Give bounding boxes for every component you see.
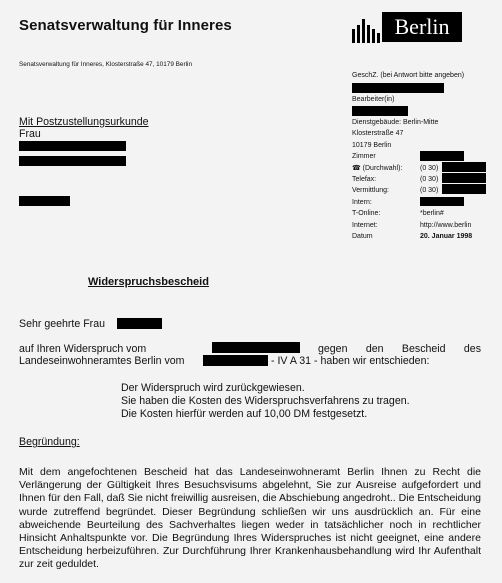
- redacted-recipient-address: [19, 156, 126, 166]
- reasons-paragraph: [19, 466, 481, 572]
- office-building: Dienstgebäude: Berlin-Mitte: [352, 119, 439, 126]
- bear-bars-icon: [352, 19, 380, 43]
- redacted-room: [420, 151, 464, 161]
- redacted-switchboard: [442, 184, 486, 194]
- redacted-fax: [442, 173, 486, 183]
- internet-value: http://www.berlin: [420, 222, 472, 229]
- tonline-value: *berlin#: [420, 210, 444, 217]
- sender-address-line: Senatsverwaltung für Inneres, Klosterstraße 47, 10179 Berlin: [19, 61, 192, 68]
- decision-line-2: Sie haben die Kosten des Widerspruchsverfahrens zu tragen.: [121, 395, 410, 407]
- reasons-heading: Begründung:: [19, 436, 80, 448]
- intro-line-1-start: auf Ihren Widerspruch vom: [19, 343, 147, 355]
- reasons-text: Mit dem angefochtenen Bescheid hat das Landeseinwohneramt Berlin Ihnen zu Recht die Verlängerung der Gültigkeit Ihres Besuchsvisums abgelehnt, Sie zur Ausreise aufgefordert und Ihnen für den Fall, daß Sie nicht freiwillig ausreisen, die Abschiebung angedroht.. Die Entscheidung wurde zutreffend begründet. Dieser Begründung schließen wir uns ausdrücklich an. Für eine abweichende Beurteilung des Sachverhaltes liegen weder in tatsächlicher noch in rechtlicher Hinsicht Anhaltspunkte vor. Die Begründung Ihres Widerspruches ist nicht geeignet, eine andere Entscheidung herbeizuführen. Zur Durchführung Ihrer Krankenhausbehandlung wird Ihr Aufenthalt zur zeit geduldet.: [19, 466, 481, 571]
- redacted-recipient-city: [19, 196, 70, 206]
- room-label: Zimmer: [352, 153, 376, 160]
- redacted-objection-date: [212, 342, 300, 353]
- internet-label: Internet:: [352, 222, 378, 229]
- intro-line-2-end: - IV A 31 - haben wir entschieden:: [271, 355, 430, 367]
- direct-dial-label: ☎ (Durchwahl):: [352, 165, 403, 172]
- date-value: 20. Januar 1998: [420, 233, 473, 240]
- internal-label: Intern:: [352, 199, 372, 206]
- tonline-label: T-Online:: [352, 210, 381, 217]
- redacted-direct-dial: [442, 162, 486, 172]
- office-city: 10179 Berlin: [352, 142, 392, 149]
- recipient-salutation: Frau: [19, 128, 41, 140]
- fax-prefix: (0 30): [420, 176, 439, 183]
- agency-title: Senatsverwaltung für Inneres: [19, 17, 232, 34]
- date-label: Datum: [352, 233, 373, 240]
- redacted-greeting-name: [117, 318, 162, 329]
- switchboard-prefix: (0 30): [420, 187, 439, 194]
- clerk-label: Bearbeiter(in): [352, 96, 395, 103]
- berlin-logo: [352, 10, 464, 44]
- redacted-reference: [352, 83, 444, 93]
- switchboard-label: Vermittlung:: [352, 187, 389, 194]
- redacted-notice-date: [203, 355, 268, 366]
- redacted-internal: [420, 197, 464, 206]
- delivery-method: Mit Postzustellungsurkunde: [19, 116, 149, 128]
- direct-dial-prefix: (0 30): [420, 165, 439, 172]
- logo-wordmark: Berlin: [382, 12, 462, 42]
- fax-label: Telefax:: [352, 176, 377, 183]
- greeting: Sehr geehrte Frau: [19, 318, 105, 330]
- subject-line: Widerspruchsbescheid: [88, 276, 209, 288]
- redacted-clerk: [352, 106, 408, 116]
- reference-label: GeschZ. (bei Antwort bitte angeben): [352, 72, 465, 79]
- office-street: Klosterstraße 47: [352, 130, 404, 137]
- intro-line-2-start: Landeseinwohneramtes Berlin vom: [19, 355, 185, 367]
- decision-line-3: Die Kosten hierfür werden auf 10,00 DM festgesetzt.: [121, 408, 368, 420]
- decision-line-1: Der Widerspruch wird zurückgewiesen.: [121, 382, 305, 394]
- redacted-recipient-name: [19, 141, 126, 151]
- intro-line-1-end: gegen den Bescheid des: [318, 343, 481, 355]
